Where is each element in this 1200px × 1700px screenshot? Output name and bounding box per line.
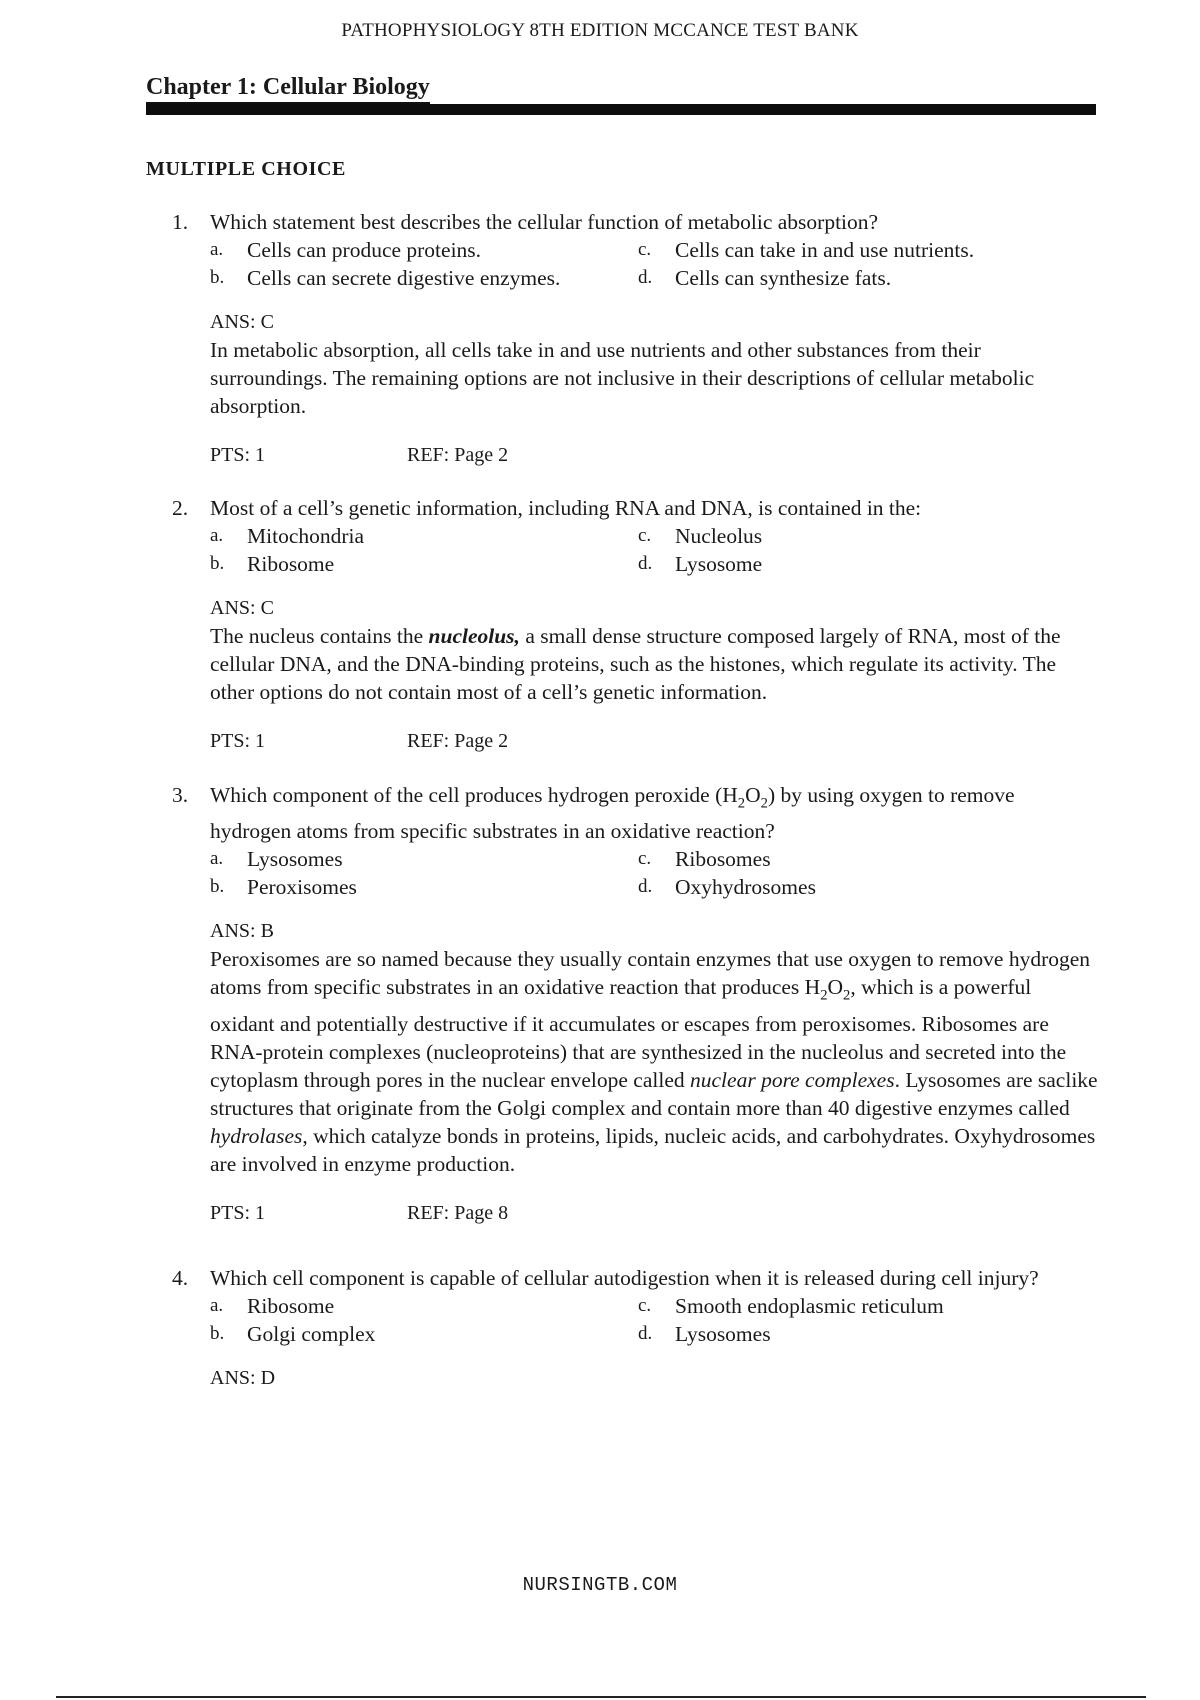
option-text: Cells can take in and use nutrients. xyxy=(675,238,975,262)
reference: REF: Page 2 xyxy=(407,444,509,466)
option-text: Cells can secrete digestive enzymes. xyxy=(247,266,561,290)
option-c xyxy=(638,845,1058,873)
section-title: MULTIPLE CHOICE xyxy=(146,158,346,180)
points: PTS: 1 xyxy=(210,444,266,466)
option-c xyxy=(638,1292,1058,1320)
points: PTS: 1 xyxy=(210,730,266,752)
option-c xyxy=(638,236,1058,264)
option-letter: b. xyxy=(210,553,225,574)
option-text: Mitochondria xyxy=(247,524,365,548)
rationale-text: , which catalyze bonds in proteins, lipids, nucleic acids, and carbohydrates. Oxyhydrosomes are involved in enzyme production. xyxy=(210,1123,1096,1176)
points: PTS: 1 xyxy=(210,1201,266,1224)
option-text: Lysosome xyxy=(675,552,763,576)
rationale xyxy=(210,945,1100,1177)
option-letter: c. xyxy=(638,239,652,260)
chapter-title: Chapter 1: Cellular Biology xyxy=(146,74,430,104)
question-stem xyxy=(210,781,1092,845)
option-text: Ribosomes xyxy=(675,847,771,872)
answer-key: ANS: D xyxy=(210,1367,276,1389)
footer-watermark: NURSINGTB.COM xyxy=(522,1574,678,1596)
answer-key: ANS: C xyxy=(210,597,274,619)
question-stem: Most of a cell’s genetic information, including RNA and DNA, is contained in the: xyxy=(210,496,922,520)
rationale-text: Peroxisomes are so named because they usually contain enzymes that use oxygen to remove hydrogen atoms from specific substrates in an oxidative reaction that produces H xyxy=(210,947,1091,1000)
rationale-emphasis: nucleolus, xyxy=(428,624,520,648)
rationale-emphasis: hydrolases xyxy=(210,1123,303,1148)
option-text: Lysosomes xyxy=(247,847,343,872)
chapter-divider xyxy=(146,104,1096,115)
option-letter: a. xyxy=(210,525,224,546)
option-letter: b. xyxy=(210,267,225,288)
page-header: PATHOPHYSIOLOGY 8TH EDITION MCCANCE TEST BANK xyxy=(341,20,859,41)
option-b xyxy=(210,264,638,292)
option-text: Cells can synthesize fats. xyxy=(675,266,892,290)
rationale-text: a small dense structure composed largely of RNA, most of the cellular DNA, and the DNA-binding proteins, such as the histones, which regulate its activity. The other options do not contain most of a cell’s genetic information. xyxy=(210,624,1061,704)
answer-options xyxy=(210,236,1092,292)
answer-options xyxy=(210,522,1092,578)
option-a xyxy=(210,845,638,873)
option-letter: c. xyxy=(638,848,652,870)
option-text: Oxyhydrosomes xyxy=(675,875,816,900)
option-text: Lysosomes xyxy=(675,1322,771,1346)
option-text: Golgi complex xyxy=(247,1322,376,1346)
stem-text: O xyxy=(745,783,761,807)
answer-options xyxy=(210,845,1092,901)
question-meta xyxy=(210,1199,1092,1227)
question-3 xyxy=(172,781,1098,1227)
option-text: Nucleolus xyxy=(675,524,763,548)
option-letter: d. xyxy=(638,553,653,574)
stem-text: ) by using oxygen to remove hydrogen atoms from specific substrates in an oxidative reaction? xyxy=(210,783,1015,844)
option-b xyxy=(210,550,638,578)
option-b xyxy=(210,1320,638,1348)
rationale-text: , which is a powerful oxidant and potentially destructive if it accumulates or escapes from peroxisomes. Ribosomes are RNA-protein complexes (nucleoproteins) that are synthesized in the nucleolus and secreted into the cytoplasm through pores in the nuclear envelope called xyxy=(210,975,1067,1092)
question-meta xyxy=(210,727,1092,755)
option-letter: a. xyxy=(210,1295,224,1316)
answer-options xyxy=(210,1292,1092,1348)
question-stem: Which statement best describes the cellular function of metabolic absorption? xyxy=(210,210,879,234)
option-letter: a. xyxy=(210,239,224,260)
option-text: Ribosome xyxy=(247,552,335,576)
answer-key: ANS: C xyxy=(210,311,274,333)
option-d xyxy=(638,264,1058,292)
subscript: 2 xyxy=(737,795,746,812)
rationale: In metabolic absorption, all cells take in and use nutrients and other substances from their surroundings. The remaining options are not inclusive in their descriptions of cellular metabolic absorption. xyxy=(210,338,1035,418)
option-b xyxy=(210,873,638,901)
option-d xyxy=(638,1320,1058,1348)
option-letter: c. xyxy=(638,525,652,546)
question-4 xyxy=(172,1264,1092,1392)
option-text: Cells can produce proteins. xyxy=(247,238,482,262)
option-letter: d. xyxy=(638,876,653,898)
reference: REF: Page 2 xyxy=(407,730,509,752)
subscript: 2 xyxy=(843,987,851,1004)
rationale-text: . Lysosomes are saclike structures that originate from the Golgi complex and contain more than 40 digestive enzymes called xyxy=(210,1067,1098,1120)
option-letter: c. xyxy=(638,1295,652,1316)
question-meta xyxy=(210,441,1092,469)
option-a xyxy=(210,522,638,550)
question-number: 3. xyxy=(172,783,189,807)
answer-key: ANS: B xyxy=(210,920,274,943)
option-letter: d. xyxy=(638,267,653,288)
option-letter: a. xyxy=(210,848,224,870)
option-d xyxy=(638,550,1058,578)
option-text: Peroxisomes xyxy=(247,875,357,900)
subscript: 2 xyxy=(760,795,768,812)
rationale xyxy=(210,622,1100,706)
question-1 xyxy=(172,208,1092,469)
option-a xyxy=(210,1292,638,1320)
question-number: 4. xyxy=(172,1266,189,1290)
reference: REF: Page 8 xyxy=(407,1201,509,1224)
bottom-divider xyxy=(56,1696,1146,1698)
option-c xyxy=(638,522,1058,550)
subscript: 2 xyxy=(820,987,828,1004)
option-text: Smooth endoplasmic reticulum xyxy=(675,1294,944,1318)
rationale-text: O xyxy=(827,975,844,1000)
option-d xyxy=(638,873,1058,901)
option-letter: d. xyxy=(638,1323,653,1344)
option-a xyxy=(210,236,638,264)
question-number: 1. xyxy=(172,210,189,234)
option-letter: b. xyxy=(210,1323,225,1344)
rationale-emphasis: nuclear pore complexes xyxy=(690,1067,895,1092)
stem-text: Which component of the cell produces hydrogen peroxide (H xyxy=(210,783,738,807)
question-stem: Which cell component is capable of cellular autodigestion when it is released during cell injury? xyxy=(210,1266,1039,1290)
option-text: Ribosome xyxy=(247,1294,335,1318)
question-2 xyxy=(172,494,1092,755)
rationale-text: The nucleus contains the xyxy=(210,624,429,648)
option-letter: b. xyxy=(210,876,225,898)
question-number: 2. xyxy=(172,496,189,520)
